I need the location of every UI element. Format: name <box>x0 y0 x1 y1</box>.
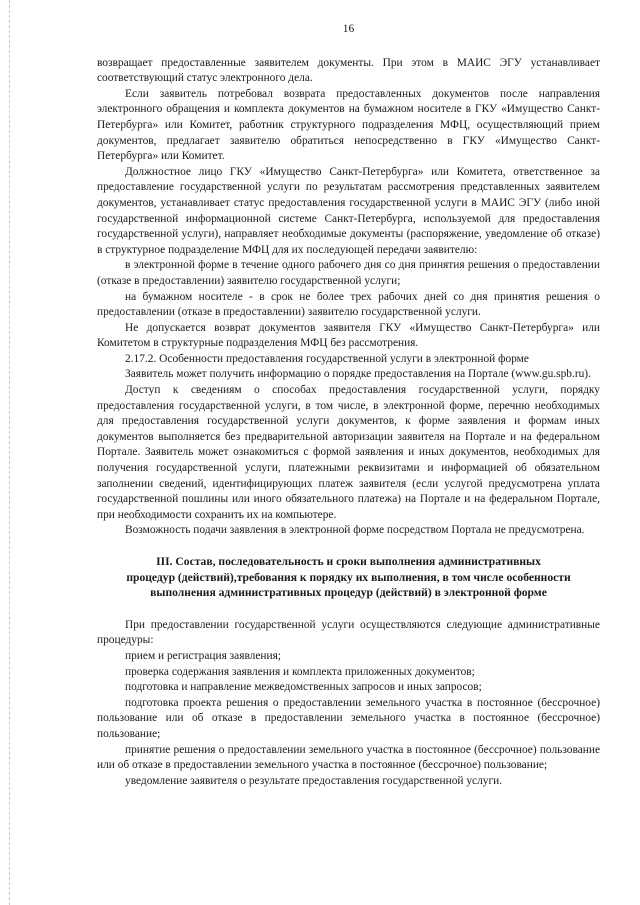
document-page <box>97 22 600 789</box>
paragraph: При предоставлении государственной услуги осуществляются следующие административные процедуры: <box>97 618 600 647</box>
paragraph: Заявитель может получить информацию о порядке предоставления на Портале (www.gu.spb.ru). <box>125 368 591 381</box>
list-item: подготовка проекта решения о предоставлении земельного участка в постоянное (бессрочное) пользование или об отказе в предоставлении земельного участка в постоянное (бессрочное) пользование; <box>97 696 600 740</box>
paragraph: Не допускается возврат документов заявителя ГКУ «Имущество Санкт-Петербурга» или Комитетом в структурные подразделения МФЦ без рассмотрения. <box>97 321 600 350</box>
paragraph: возвращает предоставленные заявителем документы. При этом в МАИС ЭГУ устанавливает соответствующий статус электронного дела. <box>97 56 600 85</box>
section-title-line: III. Состав, последовательность и сроки выполнения административных <box>156 555 541 568</box>
subsection-heading: 2.17.2. Особенности предоставления государственной услуги в электронной форме <box>125 352 529 365</box>
paragraph: Возможность подачи заявления в электронной форме посредством Портала не предусмотрена. <box>125 524 585 537</box>
section-title <box>97 554 600 601</box>
paragraph: Если заявитель потребовал возврата предоставленных документов после направления электронного обращения и комплекта документов на бумажном носителе в ГКУ «Имущество Санкт-Петербурга» или Комитет, работник структурного подразделения МФЦ, осуществляющий прием документов, предлагает заявителю обратиться непосредственно в ГКУ «Имущество Санкт-Петербурга» или Комитет. <box>97 87 600 163</box>
page-number: 16 <box>342 23 355 35</box>
scan-edge-line <box>9 0 10 905</box>
paragraph: в электронной форме в течение одного рабочего дня со дня принятия решения о предоставлении (отказе в предоставлении) заявителю государственной услуги; <box>97 259 600 287</box>
list-item: подготовка и направление межведомственных запросов и иных запросов; <box>125 681 482 694</box>
list-item: уведомление заявителя о результате предоставления государственной услуги. <box>125 774 503 787</box>
paragraph: Должностное лицо ГКУ «Имущество Санкт-Петербурга» или Комитета, ответственное за предоставление государственной услуги по результатам рассмотрения представленных заявителем документов, устанавливает статус предоставления государственной услуги в МАИС ЭГУ (либо иной государственной информационной системе Санкт-Петербурга, используемой для предоставления государственной услуги), направляет необходимые документы (распоряжение, уведомление об отказе) в структурное подразделение МФЦ для их последующей передачи заявителю: <box>97 165 600 256</box>
section-title-line: процедур (действий),требования к порядку их выполнения, в том числе особенности <box>126 570 571 584</box>
list-item: прием и регистрация заявления; <box>125 649 282 662</box>
paragraph: Доступ к сведениям о способах предоставления государственной услуги, порядку предоставления государственной услуги, в том числе, в электронной форме, перечню необходимых для предоставления государственной услуги документов, к форме заявления и формам иных документов выполняется без предварительной авторизации заявителя на Портале и на федеральном Портале. Заявитель может ознакомиться с формой заявления и иных документов, необходимых для получения государственной услуги, платежными реквизитами и информацией об обязательном заполнении сведений, идентифицирующих платеж заявителя (если услугой предусмотрена уплата государственной пошлины или иного обязательного платежа) на Портале и на федеральном Портале, при необходимости сохранить их на компьютере. <box>97 384 600 521</box>
section-title-line: выполнения административных процедур (действий) в электронной форме <box>150 586 547 600</box>
body-before-section <box>97 56 600 539</box>
list-item: проверка содержания заявления и комплекта приложенных документов; <box>125 665 475 678</box>
list-item: принятие решения о предоставлении земельного участка в постоянное (бессрочное) пользование или об отказе в предоставлении земельного участка в постоянное (бессрочное) пользование; <box>97 743 600 772</box>
body-after-section <box>97 618 600 790</box>
paragraph: на бумажном носителе - в срок не более трех рабочих дней со дня принятия решения о предоставлении (отказе в предоставлении) заявителю государственной услуги. <box>97 290 600 319</box>
